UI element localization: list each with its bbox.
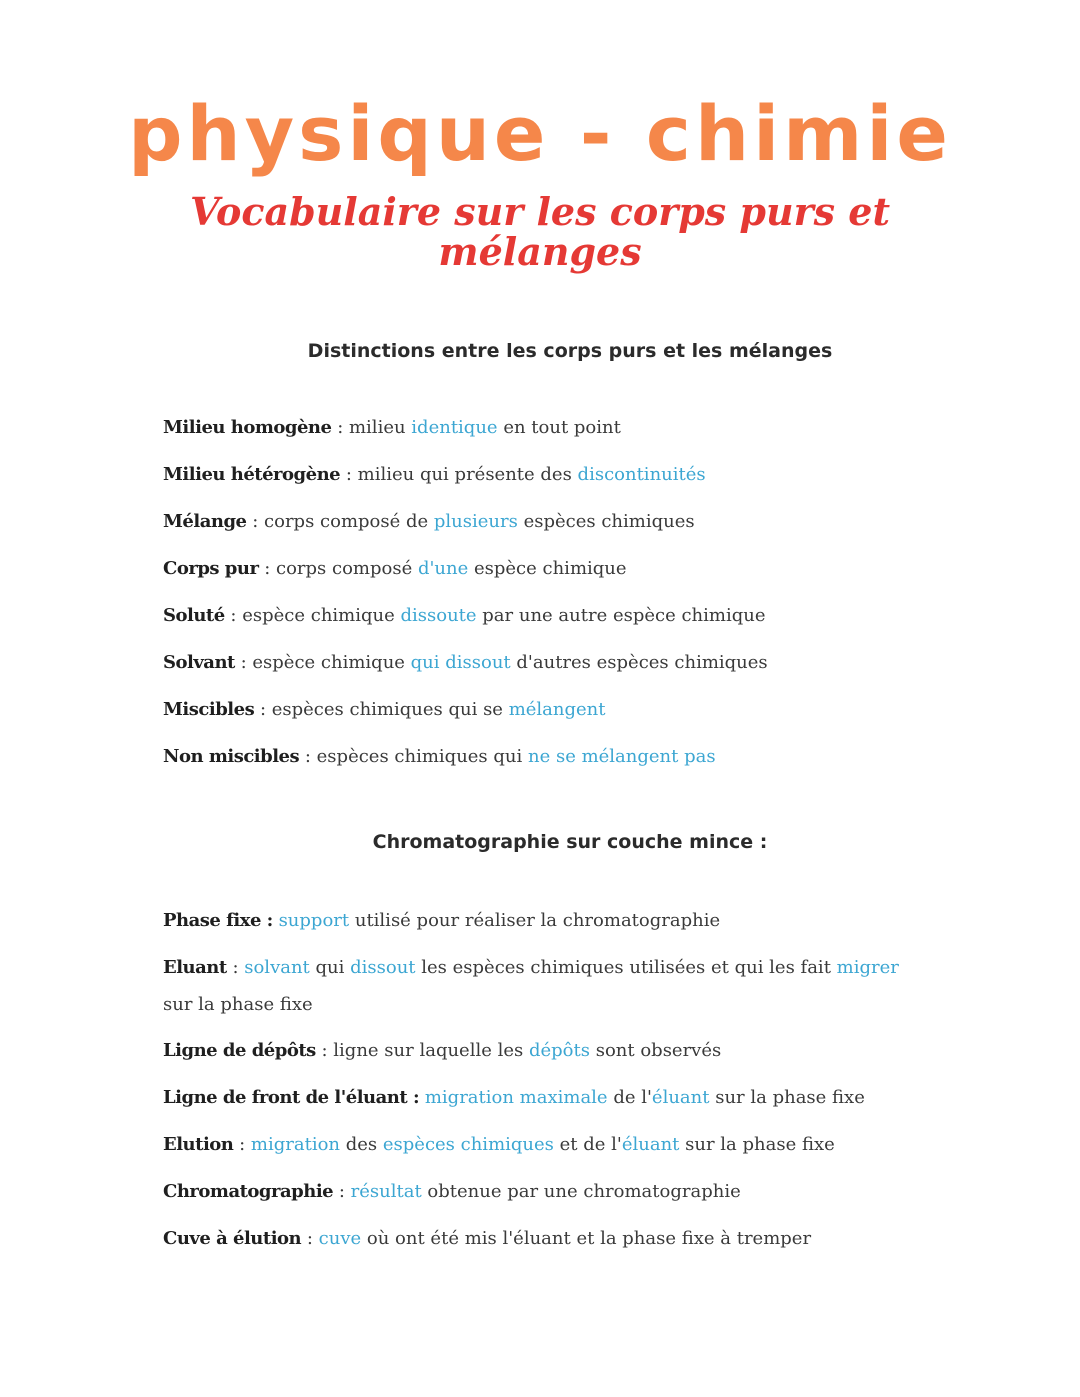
definition-text: d'autres espèces chimiques (510, 652, 768, 673)
definition-term: Corps pur (163, 558, 259, 579)
definition-text: espèces chimiques (517, 511, 695, 532)
definition-term: Mélange (163, 511, 247, 532)
definition-chromatographie (163, 1173, 923, 1210)
definition-term: Eluant (163, 957, 227, 978)
definition-keyword: identique (411, 417, 498, 438)
definition-separator: : (258, 558, 276, 579)
page-title: physique - chimie (128, 89, 952, 178)
definition-text: espèces chimiques qui se (271, 699, 509, 720)
subtitle-line-2: mélanges (438, 229, 642, 274)
definition-text: par une autre espèce chimique (476, 605, 766, 626)
definition-keyword: mélangent (508, 699, 606, 720)
definition-ligne-de-front (163, 1079, 923, 1116)
definition-keyword: qui dissout (410, 652, 511, 673)
definition-keyword: migrer (836, 957, 899, 978)
definition-term: Non miscibles (163, 746, 300, 767)
definition-separator: : (246, 511, 265, 532)
page-subtitle (180, 189, 900, 274)
definition-milieu-homogene (163, 409, 923, 446)
definition-keyword: dépôts (528, 1040, 590, 1061)
definition-keyword: éluant (651, 1087, 710, 1108)
definition-keyword: discontinuités (577, 464, 706, 485)
definition-separator: : (333, 1181, 351, 1202)
definition-keyword: espèces chimiques (382, 1134, 554, 1155)
definition-text: sur la phase fixe (679, 1134, 835, 1155)
definition-keyword: ne se mélangent pas (528, 746, 716, 767)
definition-separator: : (299, 746, 317, 767)
definition-keyword: résultat (350, 1181, 422, 1202)
definition-keyword: migration maximale (424, 1087, 608, 1108)
definition-term: Cuve à élution (163, 1228, 302, 1249)
section-heading-distinctions: Distinctions entre les corps purs et les mélanges (307, 340, 833, 362)
definition-text: sur la phase fixe (163, 994, 313, 1015)
definition-keyword: cuve (318, 1228, 362, 1249)
definition-solute (163, 597, 923, 634)
definition-separator: : (224, 605, 243, 626)
definition-separator: : (233, 1134, 251, 1155)
section-heading-chromatographie: Chromatographie sur couche mince : (372, 831, 768, 853)
definition-keyword: éluant (621, 1134, 680, 1155)
definition-separator: : (340, 464, 358, 485)
definition-milieu-heterogene (163, 456, 923, 493)
definition-term: Milieu homogène (163, 417, 332, 438)
definition-keyword: solvant (244, 957, 310, 978)
definition-term: Phase fixe : (163, 910, 273, 931)
definition-separator: : (331, 417, 349, 438)
definition-non-miscibles (163, 738, 923, 775)
definition-term: Miscibles (163, 699, 255, 720)
definition-cuve-a-elution (163, 1220, 923, 1257)
definition-term: Soluté (163, 605, 225, 626)
definition-text: et de l' (553, 1134, 622, 1155)
definition-separator: : (301, 1228, 319, 1249)
definition-elution (163, 1126, 923, 1163)
definition-separator: : (226, 957, 245, 978)
definition-term: Ligne de dépôts (163, 1040, 316, 1061)
definition-text: sur la phase fixe (709, 1087, 865, 1108)
definition-text: en tout point (497, 417, 621, 438)
definition-text: espèces chimiques qui (316, 746, 528, 767)
definition-corps-pur (163, 550, 923, 587)
definition-term: Milieu hétérogène (163, 464, 341, 485)
definition-separator: : (254, 699, 272, 720)
definition-text: ligne sur laquelle les (333, 1040, 529, 1061)
definition-text: où ont été mis l'éluant et la phase fixe à tremper (361, 1228, 812, 1249)
definition-text: corps composé (275, 558, 418, 579)
definition-text: qui (309, 957, 351, 978)
definition-text: corps composé de (264, 511, 434, 532)
definition-keyword: plusieurs (433, 511, 518, 532)
definition-miscibles (163, 691, 923, 728)
definition-keyword: d'une (417, 558, 469, 579)
definition-keyword: dissoute (400, 605, 477, 626)
definition-ligne-de-depots (163, 1032, 923, 1069)
definition-text: les espèces chimiques utilisées et qui les fait (415, 957, 837, 978)
definition-separator: : (315, 1040, 334, 1061)
definition-term: Chromatographie (163, 1181, 334, 1202)
definition-term: Elution (163, 1134, 234, 1155)
definition-phase-fixe (163, 902, 923, 939)
definition-term: Ligne de front de l'éluant : (163, 1087, 420, 1108)
definition-text: milieu (348, 417, 412, 438)
subtitle-line-1: Vocabulaire sur les corps purs et (190, 189, 890, 234)
definition-text: des (340, 1134, 383, 1155)
definition-solvant (163, 644, 923, 681)
definition-separator: : (234, 652, 253, 673)
definition-text: obtenue par une chromatographie (421, 1181, 741, 1202)
definition-text: espèce chimique (242, 605, 401, 626)
definition-text: milieu qui présente des (357, 464, 578, 485)
definition-eluant (163, 949, 923, 1023)
definition-text: espèce chimique (468, 558, 627, 579)
definition-text: sont observés (589, 1040, 722, 1061)
definition-keyword: migration (250, 1134, 341, 1155)
definition-keyword: dissout (350, 957, 416, 978)
definition-keyword: support (278, 910, 350, 931)
definition-text: utilisé pour réaliser la chromatographie (349, 910, 721, 931)
definition-term: Solvant (163, 652, 235, 673)
definition-melange (163, 503, 923, 540)
definition-text: de l' (607, 1087, 652, 1108)
definition-text: espèce chimique (252, 652, 411, 673)
